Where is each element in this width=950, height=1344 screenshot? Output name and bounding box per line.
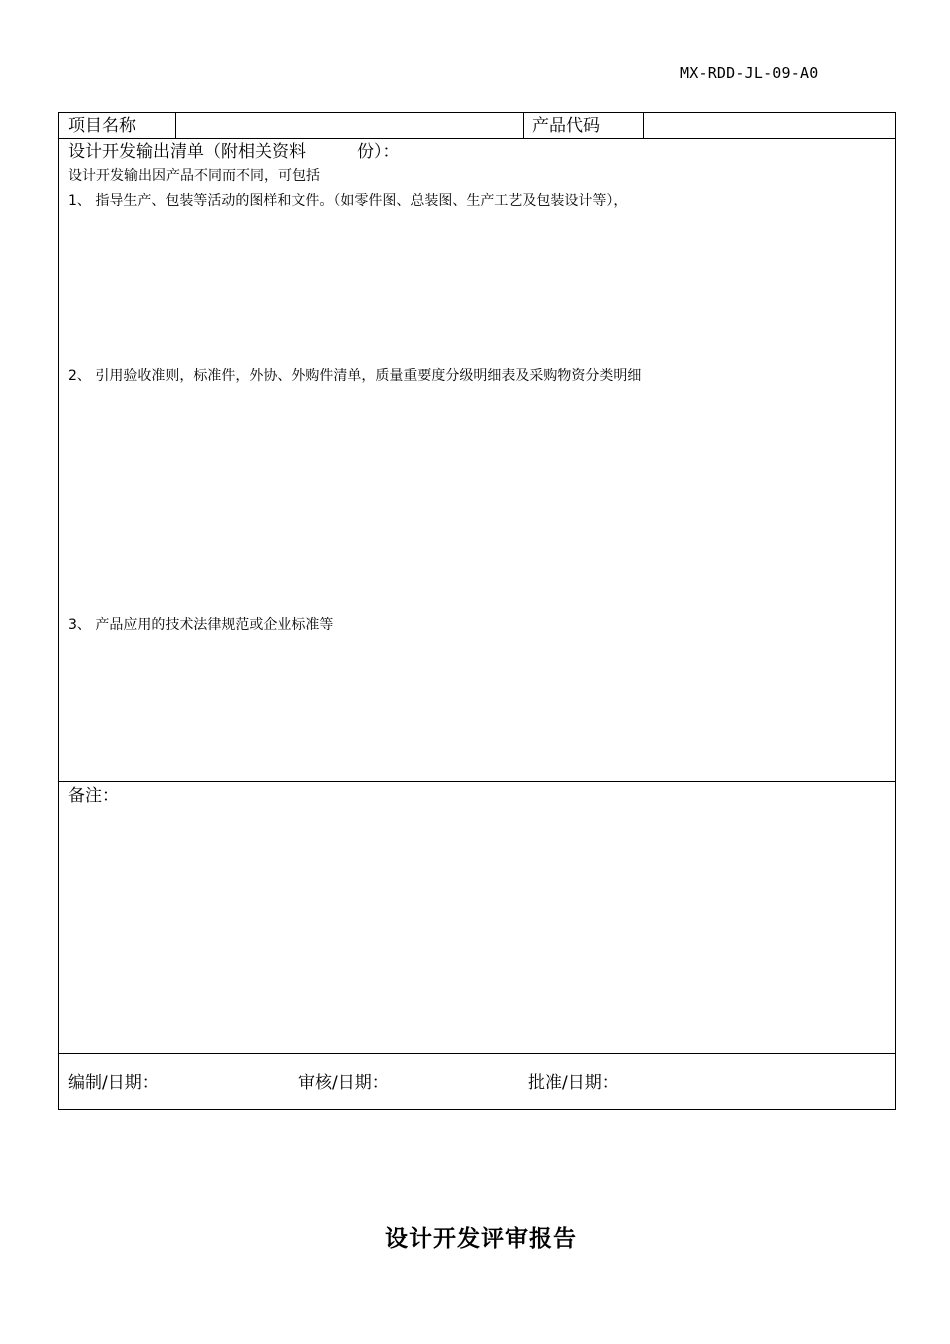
product-code-label: 产品代码 — [532, 116, 600, 136]
row-divider — [59, 1053, 895, 1054]
product-code-field[interactable] — [651, 116, 881, 136]
project-name-label: 项目名称 — [68, 116, 136, 136]
output-list-form — [58, 112, 896, 1110]
row-divider — [59, 781, 895, 782]
prepared-date-label: 编制/日期： — [68, 1073, 159, 1093]
document-code: MX-RDD-JL-09-A0 — [680, 64, 819, 82]
output-item-1: 1、 指导生产、包装等活动的图样和文件。（如零件图、总装图、生产工艺及包装设计等）， — [68, 193, 628, 209]
output-list-intro: 设计开发输出因产品不同而不同，可包括 — [68, 168, 320, 184]
project-name-field[interactable] — [183, 116, 523, 136]
row-divider — [59, 138, 895, 139]
output-item-3: 3、 产品应用的技术法律规范或企业标准等 — [68, 617, 334, 633]
reviewed-date-label: 审核/日期： — [298, 1073, 389, 1093]
output-item-2: 2、 引用验收准则，标准件，外协、外购件清单，质量重要度分级明细表及采购物资分类明细 — [68, 368, 642, 384]
output-list-heading: 设计开发输出清单（附相关资料 份）： — [68, 142, 400, 162]
report-title: 设计开发评审报告 — [385, 1226, 577, 1252]
divider — [175, 113, 176, 138]
divider — [643, 113, 644, 138]
divider — [523, 113, 524, 138]
remarks-label: 备注： — [68, 786, 119, 806]
approved-date-label: 批准/日期： — [528, 1073, 619, 1093]
